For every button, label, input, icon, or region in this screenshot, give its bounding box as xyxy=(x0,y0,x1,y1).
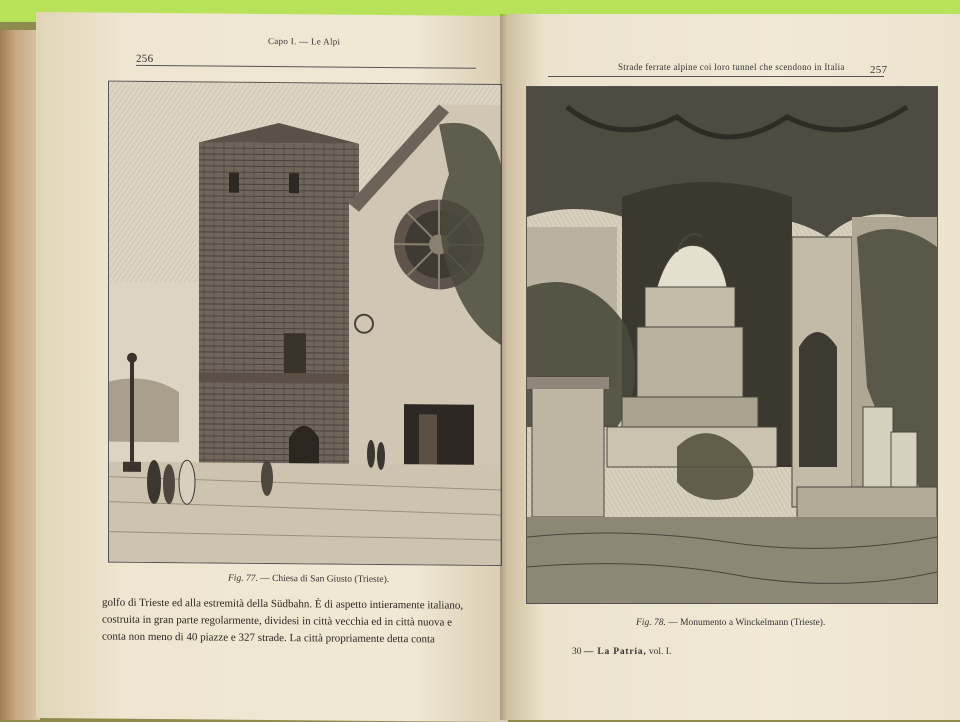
running-head: Capo I. — Le Alpi xyxy=(268,35,341,47)
header-rule xyxy=(136,65,476,69)
body-line: costruita in gran parte regolarmente, dividesi in città vecchia ed in città nuova e xyxy=(102,613,453,629)
body-line: golfo di Trieste ed alla estremità della Südbahn. È di aspetto intieramente italiano, xyxy=(102,596,464,612)
caption-title: — Chiesa di San Giusto (Trieste). xyxy=(260,573,390,586)
printer-signature xyxy=(572,647,671,657)
figure-caption xyxy=(636,618,825,628)
signature-volume: vol. I. xyxy=(648,647,672,657)
page-number: 256 xyxy=(136,52,154,65)
body-line: conta non meno di 40 piazze e 327 strade. La città propriamente detta conta xyxy=(102,630,435,646)
page-number: 257 xyxy=(870,64,888,76)
left-page xyxy=(36,12,508,722)
figure-caption xyxy=(228,574,389,585)
running-head: Strade ferrate alpine coi loro tunnel che scendono in Italia xyxy=(618,62,845,72)
engraving-winckelmann-monument xyxy=(526,86,938,604)
caption-title: — Monumento a Winckelmann (Trieste). xyxy=(668,618,826,628)
right-page xyxy=(508,14,960,720)
header-rule xyxy=(548,76,884,77)
body-paragraph xyxy=(102,595,463,649)
caption-figure-number: Fig. 77. xyxy=(228,573,258,584)
signature-number: 30 xyxy=(572,647,582,657)
book-page-edges xyxy=(0,30,40,720)
caption-figure-number: Fig. 78. xyxy=(636,618,666,628)
signature-title: — La Patria, xyxy=(583,647,647,657)
engraving-san-giusto xyxy=(108,81,502,566)
